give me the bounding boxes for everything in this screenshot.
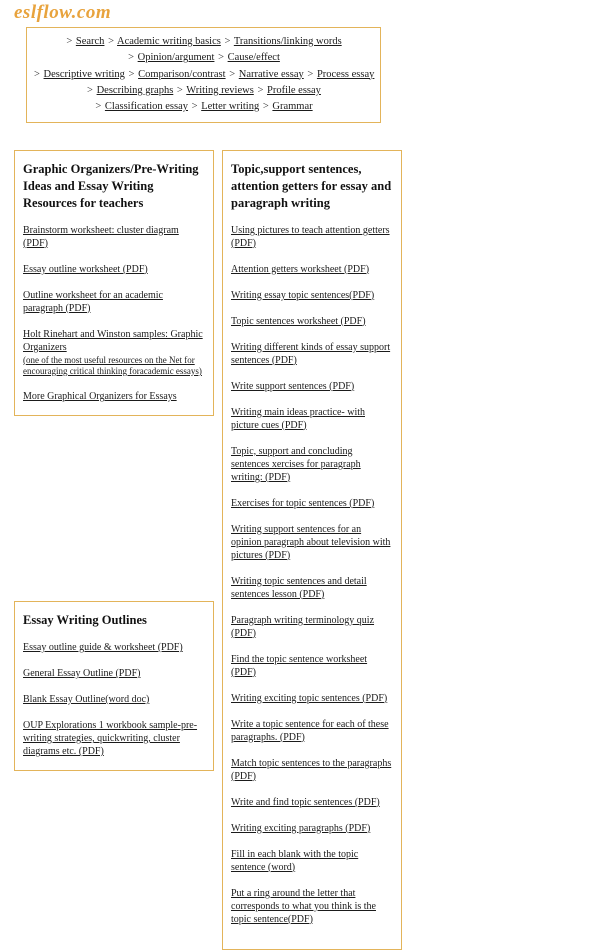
nav-link-grammar[interactable]: Grammar [272, 101, 313, 113]
resource-link[interactable]: Attention getters worksheet (PDF) [231, 263, 370, 275]
resource-link[interactable]: Put a ring around the letter that corresponds to what you think is the topic sentence(PDF) [231, 887, 376, 925]
nav-separator: > [229, 68, 236, 80]
nav-link-cause-effect[interactable]: Cause/effect [227, 52, 280, 64]
resource-link[interactable]: Write and find topic sentences (PDF) [231, 796, 380, 808]
resource-link[interactable]: Paragraph writing terminology quiz (PDF) [231, 614, 375, 639]
resource-link[interactable]: Writing main ideas practice- with picture cues (PDF) [231, 406, 365, 431]
nav-link-describing-graphs[interactable]: Describing graphs [96, 84, 174, 96]
nav-link-search[interactable]: Search [75, 36, 105, 47]
nav-separator: > [176, 84, 183, 96]
resource-link[interactable]: OUP Explorations 1 workbook sample-pre-writing strategies, quickwriting, cluster diagrams etc. (PDF) [23, 720, 198, 757]
nav-separator: > [262, 101, 269, 113]
resource-link[interactable]: Writing support sentences for an opinion paragraph about television with pictures (PDF) [231, 523, 391, 561]
top-navigation [26, 27, 381, 123]
resource-link[interactable]: Match topic sentences to the paragraphs (PDF) [231, 757, 392, 782]
resource-link[interactable]: Using pictures to teach attention getters (PDF) [231, 224, 390, 249]
nav-link-transitions[interactable]: Transitions/linking words [233, 36, 342, 47]
nav-link-letter-writing[interactable]: Letter writing [201, 101, 260, 113]
site-logo: eslflow.com [14, 2, 112, 23]
nav-separator: > [34, 68, 40, 80]
resource-link[interactable]: Outline worksheet for an academic paragraph (PDF) [23, 289, 163, 314]
nav-link-process-essay[interactable]: Process essay [316, 68, 375, 80]
nav-separator: > [224, 36, 231, 47]
resource-link[interactable]: Essay outline worksheet (PDF) [23, 263, 148, 275]
panel-topic-support-sentences [222, 150, 402, 950]
resource-link[interactable]: Find the topic sentence worksheet (PDF) [231, 653, 368, 678]
resource-link[interactable]: Writing exciting paragraphs (PDF) [231, 822, 371, 834]
resource-link-label: Holt Rinehart and Winston samples: Graphic Organizers [23, 328, 203, 353]
resource-link[interactable]: Write support sentences (PDF) [231, 380, 355, 392]
panel-title: Essay Writing Outlines [23, 613, 147, 628]
nav-separator: > [95, 101, 102, 113]
resource-link[interactable]: General Essay Outline (PDF) [23, 668, 141, 679]
nav-separator: > [218, 52, 224, 64]
left-column [14, 150, 214, 771]
nav-row [33, 50, 374, 66]
right-column [222, 150, 402, 950]
panel-title: Graphic Organizers/Pre-Writing Ideas and Essay Writing Resources for teachers [23, 162, 199, 210]
nav-separator: > [108, 36, 114, 47]
nav-link-descriptive-writing[interactable]: Descriptive writing [43, 68, 125, 80]
nav-link-profile-essay[interactable]: Profile essay [266, 84, 321, 96]
resource-link[interactable]: Writing different kinds of essay support sentences (PDF) [231, 341, 391, 366]
resource-link[interactable]: Writing exciting topic sentences (PDF) [231, 692, 388, 704]
nav-link-classification-essay[interactable]: Classification essay [104, 101, 189, 113]
resource-link[interactable]: Essay outline guide & worksheet (PDF) [23, 642, 183, 653]
nav-row [33, 99, 374, 115]
resource-link[interactable]: Fill in each blank with the topic sentence (word) [231, 848, 359, 873]
resource-link[interactable]: Writing essay topic sentences(PDF) [231, 289, 375, 301]
nav-separator: > [128, 68, 135, 80]
resource-link[interactable]: Write a topic sentence for each of these paragraphs. (PDF) [231, 718, 389, 743]
panel-title: Topic,support sentences, attention getters for essay and paragraph writing [231, 162, 392, 210]
resource-link[interactable]: Blank Essay Outline(word doc) [23, 694, 150, 705]
nav-separator: > [66, 36, 73, 47]
nav-separator: > [87, 84, 93, 96]
nav-link-opinion-argument[interactable]: Opinion/argument [137, 52, 215, 64]
resource-link[interactable]: Exercises for topic sentences (PDF) [231, 497, 375, 509]
resource-link[interactable]: More Graphical Organizers for Essays [23, 391, 177, 403]
resource-link[interactable]: Writing topic sentences and detail sentences lesson (PDF) [231, 575, 367, 600]
nav-separator: > [128, 52, 135, 64]
resource-link[interactable] [23, 328, 205, 378]
nav-link-writing-reviews[interactable]: Writing reviews [186, 84, 254, 96]
nav-separator: > [191, 101, 198, 113]
nav-row [33, 67, 374, 83]
panel-graphic-organizers [14, 150, 214, 416]
nav-row [33, 83, 374, 99]
resource-link[interactable]: Topic sentences worksheet (PDF) [231, 315, 366, 327]
nav-row [33, 34, 374, 50]
panel-essay-writing-outlines [14, 601, 214, 771]
nav-separator: > [307, 68, 314, 80]
nav-separator: > [257, 84, 264, 96]
resource-link[interactable]: Brainstorm worksheet: cluster diagram (PDF) [23, 224, 179, 249]
resource-link[interactable]: Topic, support and concluding sentences xercises for paragraph writing: (PDF) [231, 445, 361, 483]
nav-link-comparison-contrast[interactable]: Comparison/contrast [138, 68, 226, 80]
nav-link-academic-writing-basics[interactable]: Academic writing basics [117, 36, 221, 47]
resource-link-note: (one of the most useful resources on the Net for encouraging critical thinking foracademic essays) [23, 354, 202, 376]
nav-link-narrative-essay[interactable]: Narrative essay [238, 68, 304, 80]
